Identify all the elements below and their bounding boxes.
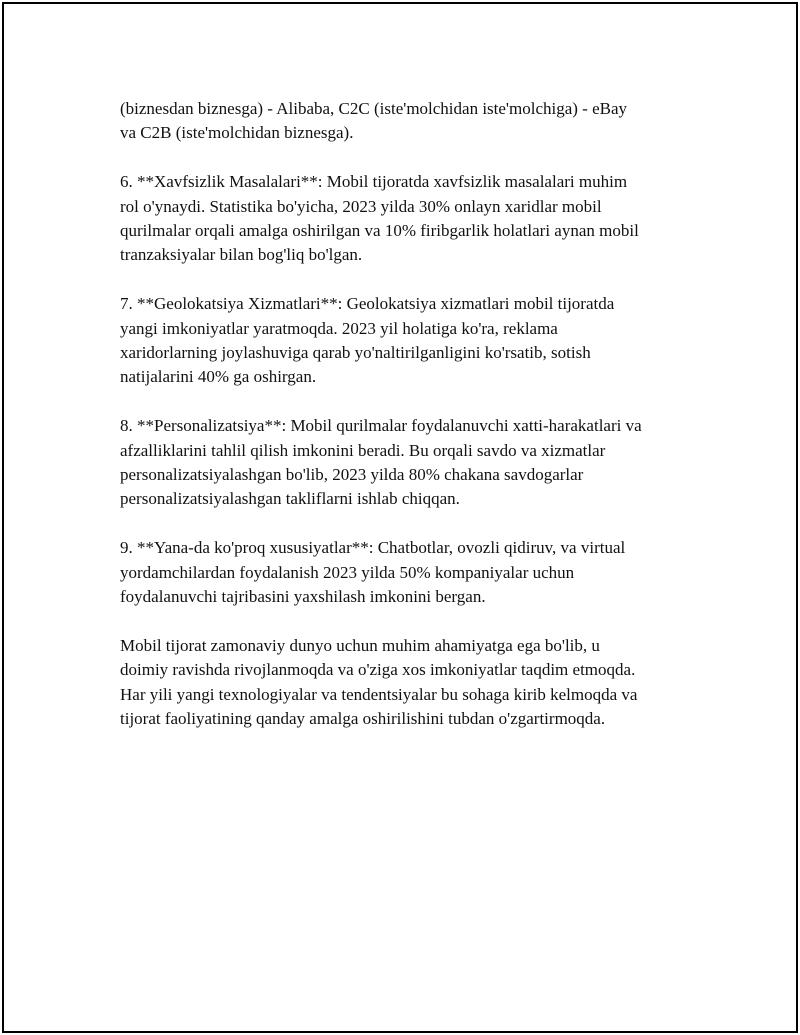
paragraph-personalizatsiya [120, 414, 710, 512]
text-line: yangi imkoniyatlar yaratmoqda. 2023 yil holatiga ko'ra, reklama [120, 318, 558, 338]
text-line: xaridorlarning joylashuviga qarab yo'naltirilganligini ko'rsatib, sotish [120, 343, 591, 363]
text-line: natijalarini 40% ga oshirgan. [120, 367, 317, 387]
paragraph-xavfsizlik [120, 170, 710, 268]
text-line: foydalanuvchi tajribasini yaxshilash imkonini bergan. [120, 587, 486, 607]
text-line: 6. **Xavfsizlik Masalalari**: Mobil tijoratda xavfsizlik masalalari muhim [120, 172, 628, 192]
document-body [120, 97, 710, 756]
text-line: tijorat faoliyatining qanday amalga oshirilishini tubdan o'zgartirmoqda. [120, 709, 606, 729]
text-line: 9. **Yana-da ko'proq xususiyatlar**: Chatbotlar, ovozli qidiruv, va virtual [120, 538, 626, 558]
text-line: personalizatsiyalashgan takliflarni ishlab chiqqan. [120, 489, 460, 509]
text-line: Mobil tijorat zamonaviy dunyo uchun muhim ahamiyatga ega bo'lib, u [120, 635, 600, 655]
text-line: 7. **Geolokatsiya Xizmatlari**: Geolokatsiya xizmatlari mobil tijoratda [120, 294, 615, 314]
paragraph-geolokatsiya [120, 292, 710, 390]
paragraph-xususiyatlar [120, 536, 710, 609]
text-line: qurilmalar orqali amalga oshirilgan va 10% firibgarlik holatlari aynan mobil [120, 221, 639, 241]
text-line: tranzaksiyalar bilan bog'liq bo'lgan. [120, 245, 363, 265]
text-line: 8. **Personalizatsiya**: Mobil qurilmalar foydalanuvchi xatti-harakatlari va [120, 416, 642, 436]
paragraph-xulosa [120, 634, 710, 732]
text-line: doimiy ravishda rivojlanmoqda va o'ziga xos imkoniyatlar taqdim etmoqda. [120, 660, 636, 680]
text-line: va C2B (iste'molchidan biznesga). [120, 123, 354, 143]
document-page [2, 2, 798, 1033]
text-line: (biznesdan biznesga) - Alibaba, C2C (iste'molchidan iste'molchiga) - eBay [120, 99, 628, 118]
text-line: afzalliklarini tahlil qilish imkonini beradi. Bu orqali savdo va xizmatlar [120, 440, 606, 460]
text-line: yordamchilardan foydalanish 2023 yilda 50% kompaniyalar uchun [120, 562, 575, 582]
text-line: rol o'ynaydi. Statistika bo'yicha, 2023 yilda 30% onlayn xaridlar mobil [120, 196, 602, 216]
paragraph-b2b-c2c-c2b [120, 97, 710, 146]
text-line: Har yili yangi texnologiyalar va tendentsiyalar bu sohaga kirib kelmoqda va [120, 684, 638, 704]
text-line: personalizatsiyalashgan bo'lib, 2023 yilda 80% chakana savdogarlar [120, 465, 584, 485]
